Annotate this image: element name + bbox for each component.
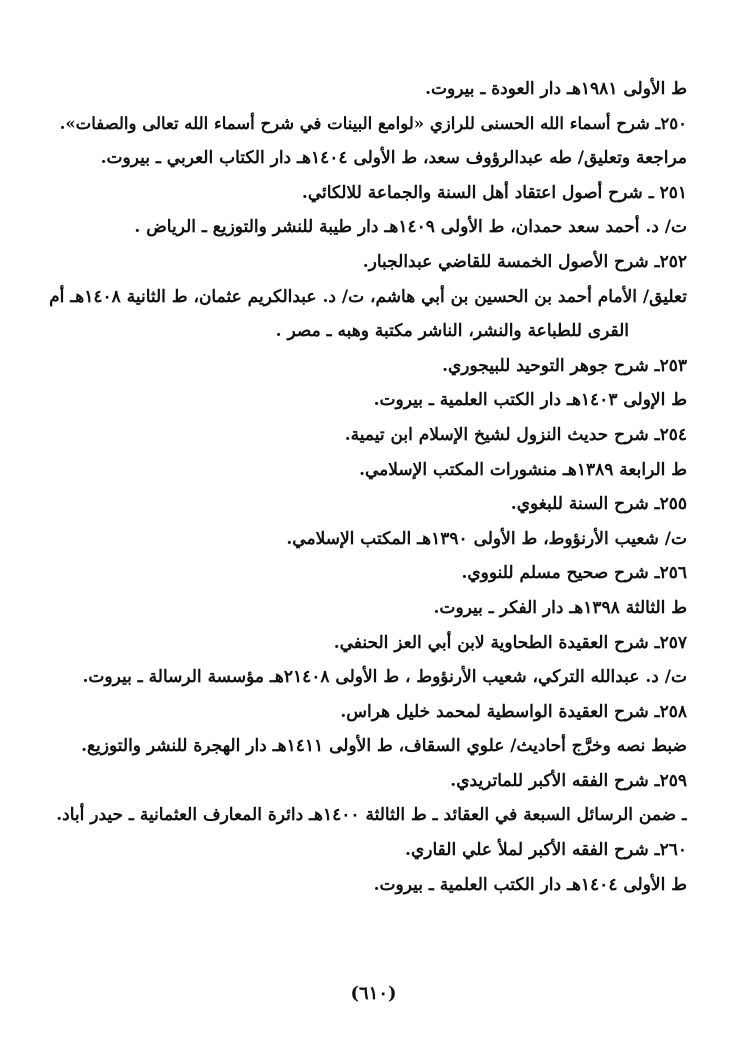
entry-258-title: ٢٥٨ـ شرح العقيدة الواسطية لمحمد خليل هراس. bbox=[340, 701, 687, 722]
text-line: ط الثالثة ١٣٩٨هـ دار الفكر ـ بيروت. bbox=[433, 597, 687, 618]
entry-253-title: ٢٥٣ـ شرح جوهر التوحيد للبيجوري. bbox=[442, 355, 687, 376]
page-number: (٦١٠) bbox=[350, 983, 397, 1004]
text-line: مراجعة وتعليق/ طه عبدالرؤوف سعد، ط الأولى ١٤٠٤هـ دار الكتاب العربي ـ بيروت. bbox=[100, 148, 687, 169]
entry-257-title: ٢٥٧ـ شرح العقيدة الطحاوية لابن أبي العز الحنفي. bbox=[333, 632, 687, 653]
entry-254-title: ٢٥٤ـ شرح حديث النزول لشيخ الإسلام ابن تيمية. bbox=[344, 424, 687, 445]
text-line: ط الأولى ١٩٨١هـ دار العودة ـ بيروت. bbox=[425, 79, 687, 99]
text-line: ط الرابعة ١٣٨٩هـ منشورات المكتب الإسلامي. bbox=[359, 459, 687, 480]
entry-251-title: ٢٥١ ـ شرح أصول اعتقاد أهل السنة والجماعة للالكائي. bbox=[301, 182, 687, 203]
entry-252-title: ٢٥٢ـ شرح الأصول الخمسة للقاضي عبدالجبار. bbox=[362, 251, 687, 272]
text-line: ط الإولى ١٤٠٣هـ دار الكتب العلمية ـ بيروت. bbox=[373, 390, 687, 411]
bibliography-list bbox=[47, 72, 687, 902]
text-line: ضبط نصه وخرَّج أحاديث/ علوي السقاف، ط الأولى ١٤١١هـ دار الهجرة للنشر والتوزيع. bbox=[81, 736, 687, 757]
entry-250-title: ٢٥٠ـ شرح أسماء الله الحسنى للرازي «لوامع البينات في شرح أسماء الله تعالى والصفات». bbox=[59, 113, 687, 133]
text-line: ـ ضمن الرسائل السبعة في العقائد ـ ط الثالثة ١٤٠٠هـ دائرة المعارف العثمانية ـ حيدر أباد. bbox=[56, 805, 687, 826]
text-line: تعليق/ الأمام أحمد بن الحسين بن أبي هاشم، ت/ د. عبدالكريم عثمان، ط الثانية ١٤٠٨هـ أم bbox=[49, 286, 687, 307]
text-line: ط الأولى ١٤٠٤هـ دار الكتب العلمية ـ بيروت. bbox=[373, 874, 687, 895]
entry-260-title: ٢٦٠ـ شرح الفقه الأكبر لملأ علي القاري. bbox=[405, 840, 687, 861]
entry-255-title: ٢٥٥ـ شرح السنة للبغوي. bbox=[510, 494, 687, 515]
text-line: ت/ د. أحمد سعد حمدان، ط الأولى ١٤٠٩هـ دار طيبة للنشر والتوزيع ـ الرياض . bbox=[134, 217, 687, 238]
entry-256-title: ٢٥٦ـ شرح صحيح مسلم للنووي. bbox=[461, 563, 687, 584]
text-line: ت/ د. عبدالله التركي، شعيب الأرنؤوط ، ط الأولى ٢١٤٠٨هـ مؤسسة الرسالة ـ بيروت. bbox=[82, 667, 687, 688]
text-line: ت/ شعيب الأرنؤوط، ط الأولى ١٣٩٠هـ المكتب الإسلامي. bbox=[286, 528, 687, 549]
entry-259-title: ٢٥٩ـ شرح الفقه الأكبر للماتريدي. bbox=[450, 770, 687, 791]
text-line-continuation: القرى للطباعة والنشر، الناشر مكتبة وهبه ـ مصر . bbox=[275, 321, 629, 342]
